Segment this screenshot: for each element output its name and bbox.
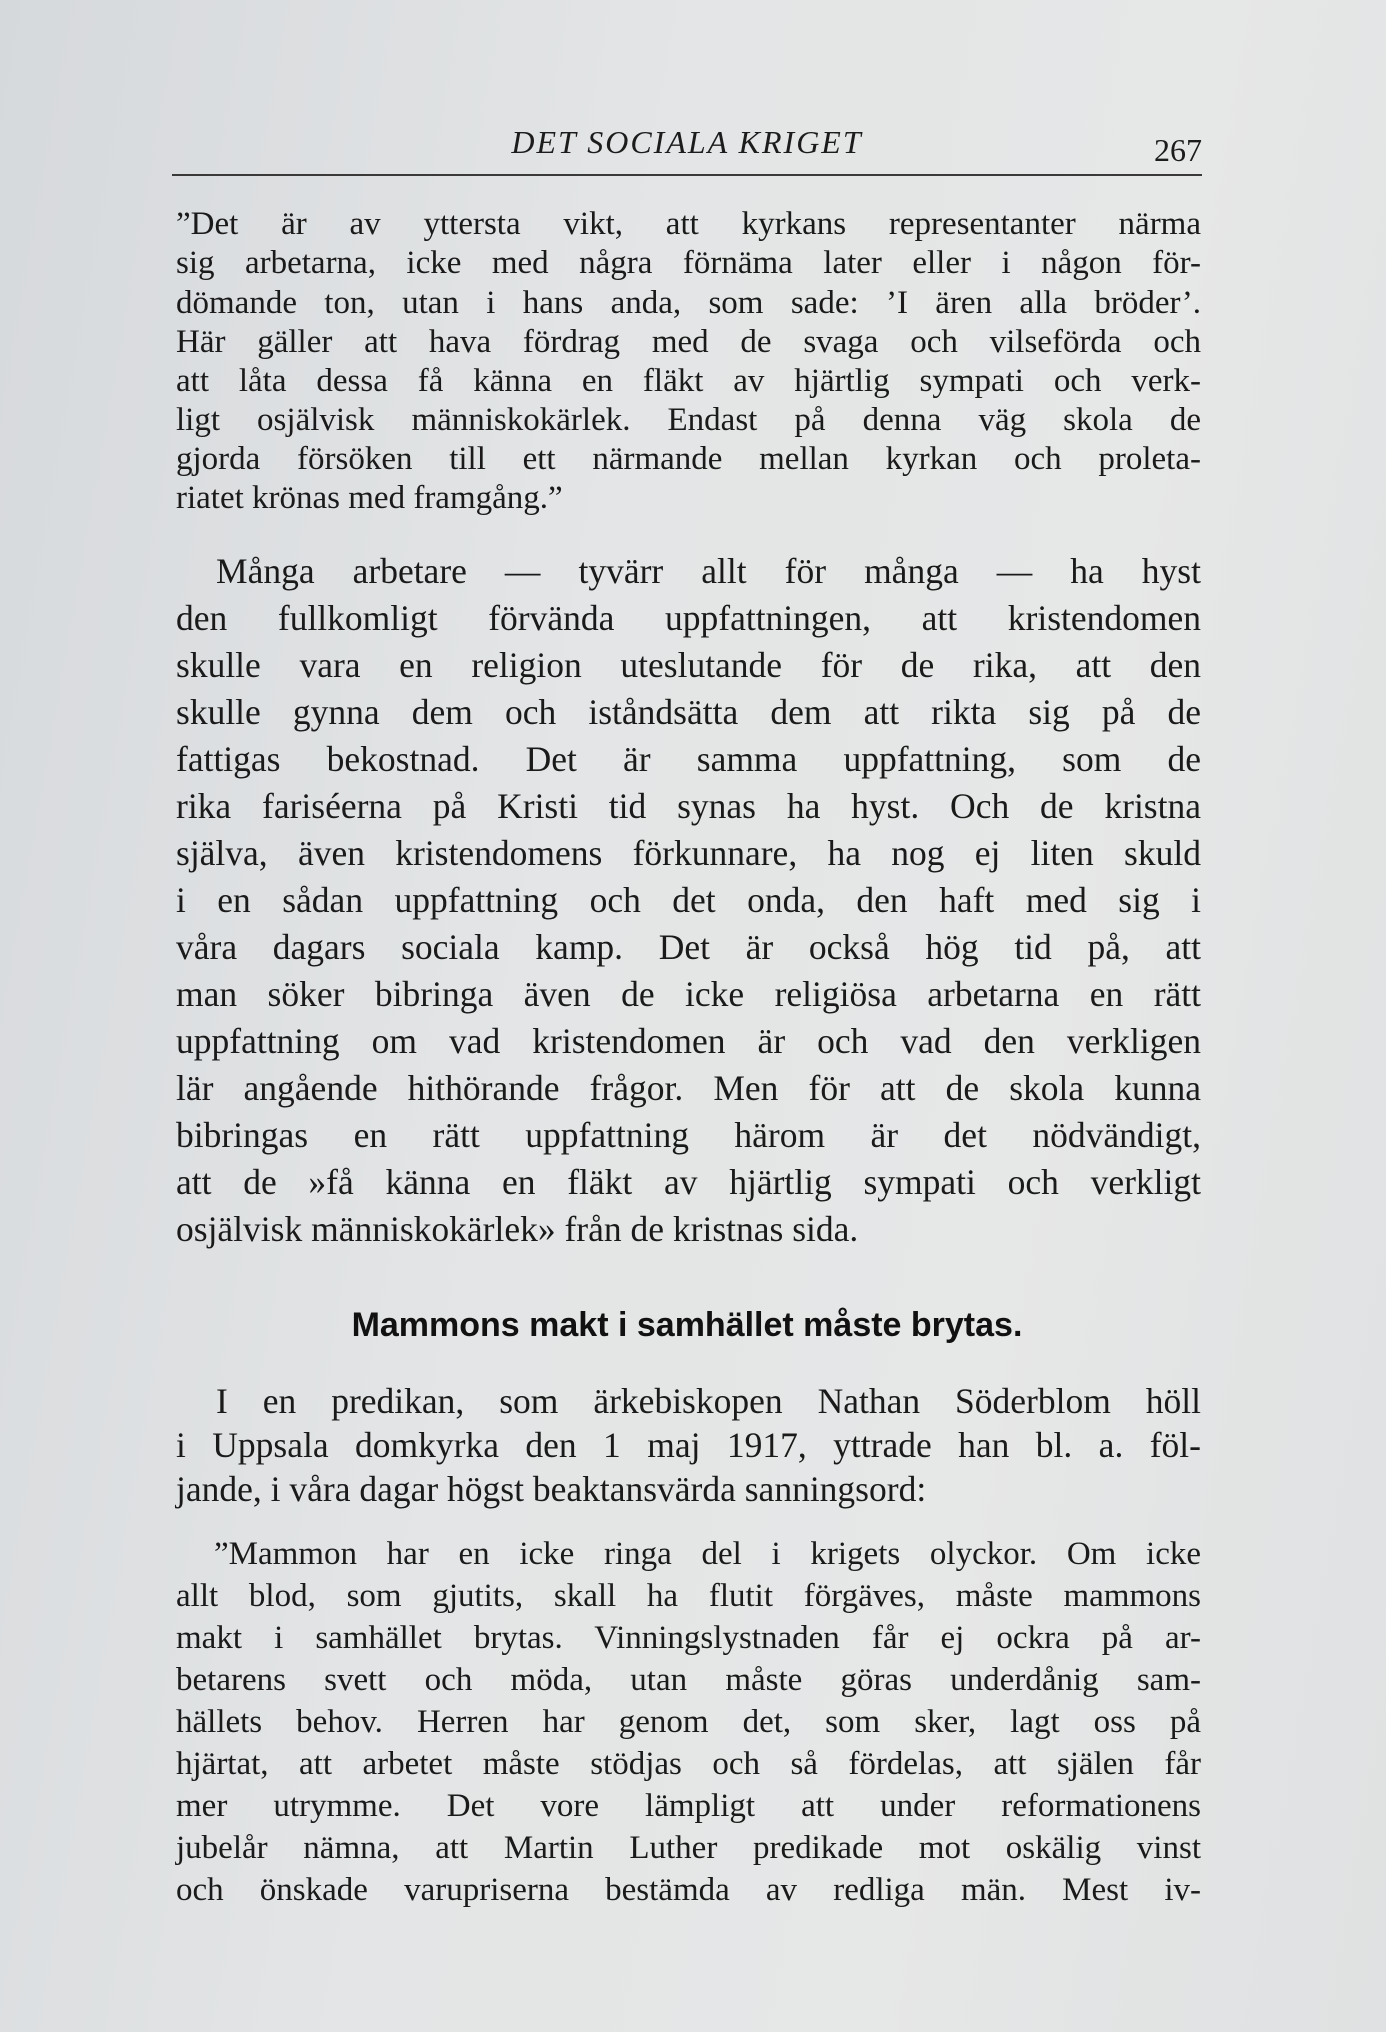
quote-line: makt i samhället brytas. Vinningslystnaden får ej ockra på ar- bbox=[176, 1620, 1201, 1656]
paragraph-line: osjälvisk människokärlek» från de kristnas sida. bbox=[176, 1209, 859, 1249]
running-title: DET SOCIALA KRIGET bbox=[511, 124, 863, 160]
paragraph-line: i Uppsala domkyrka den 1 maj 1917, yttrade han bl. a. föl- bbox=[176, 1425, 1201, 1465]
quote-line: riatet krönas med framgång.” bbox=[176, 480, 563, 516]
paragraph-line: I en predikan, som ärkebiskopen Nathan Söderblom höll bbox=[216, 1381, 1201, 1421]
paragraph-line: i en sådan uppfattning och det onda, den haft med sig i bbox=[176, 880, 1201, 920]
quote-line: jubelår nämna, att Martin Luther predikade mot oskälig vinst bbox=[176, 1830, 1201, 1866]
paragraph-line: skulle vara en religion uteslutande för de rika, att den bbox=[176, 645, 1201, 685]
paragraph-line: uppfattning om vad kristendomen är och vad den verkligen bbox=[176, 1021, 1201, 1061]
quote-line: att låta dessa få känna en fläkt av hjärtlig sympati och verk- bbox=[176, 363, 1201, 399]
quote-line: hjärtat, att arbetet måste stödjas och så fördelas, att själen får bbox=[176, 1746, 1201, 1782]
quote-line: hällets behov. Herren har genom det, som sker, lagt oss på bbox=[176, 1704, 1201, 1740]
quote-line: ligt osjälvisk människokärlek. Endast på denna väg skola de bbox=[176, 402, 1201, 438]
page-number: 267 bbox=[1154, 132, 1202, 168]
paragraph-line: lär angående hithörande frågor. Men för att de skola kunna bbox=[176, 1068, 1201, 1108]
quote-line: Här gäller att hava fördrag med de svaga och vilseförda och bbox=[176, 324, 1201, 360]
paragraph-line: själva, även kristendomens förkunnare, ha nog ej liten skuld bbox=[176, 833, 1201, 873]
quote-line: och önskade varupriserna bestämda av redliga män. Mest iv- bbox=[176, 1872, 1201, 1908]
quote-line: betarens svett och möda, utan måste göras underdånig sam- bbox=[176, 1662, 1201, 1698]
quote-line: ”Det är av yttersta vikt, att kyrkans representanter närma bbox=[176, 206, 1201, 242]
paragraph-line: Många arbetare — tyvärr allt för många — ha hyst bbox=[216, 551, 1201, 591]
paragraph-line: man söker bibringa även de icke religiösa arbetarna en rätt bbox=[176, 974, 1201, 1014]
quote-line: allt blod, som gjutits, skall ha flutit förgäves, måste mammons bbox=[176, 1578, 1201, 1614]
paragraph-line: bibringas en rätt uppfattning härom är det nödvändigt, bbox=[176, 1115, 1201, 1155]
page-header bbox=[172, 118, 1202, 176]
quote-line: dömande ton, utan i hans anda, som sade: ’I ären alla bröder’. bbox=[176, 285, 1201, 321]
quote-line: sig arbetarna, icke med några förnäma later eller i någon för- bbox=[176, 245, 1201, 281]
paragraph-line: att de »få känna en fläkt av hjärtlig sympati och verkligt bbox=[176, 1162, 1201, 1202]
paragraph-line: våra dagars sociala kamp. Det är också hög tid på, att bbox=[176, 927, 1201, 967]
paragraph-line: fattigas bekostnad. Det är samma uppfattning, som de bbox=[176, 739, 1201, 779]
quote-line: mer utrymme. Det vore lämpligt att under reformationens bbox=[176, 1788, 1201, 1824]
section-heading: Mammons makt i samhället måste brytas. bbox=[351, 1306, 1023, 1344]
quote-line: ”Mammon har en icke ringa del i krigets olyckor. Om icke bbox=[214, 1536, 1201, 1572]
paragraph-line: skulle gynna dem och iståndsätta dem att rikta sig på de bbox=[176, 692, 1201, 732]
paragraph-line: rika fariséerna på Kristi tid synas ha hyst. Och de kristna bbox=[176, 786, 1201, 826]
paragraph-line: den fullkomligt förvända uppfattningen, att kristendomen bbox=[176, 598, 1201, 638]
quote-line: gjorda försöken till ett närmande mellan kyrkan och proleta- bbox=[176, 441, 1201, 477]
paragraph-line: jande, i våra dagar högst beaktansvärda sanningsord: bbox=[176, 1469, 927, 1509]
